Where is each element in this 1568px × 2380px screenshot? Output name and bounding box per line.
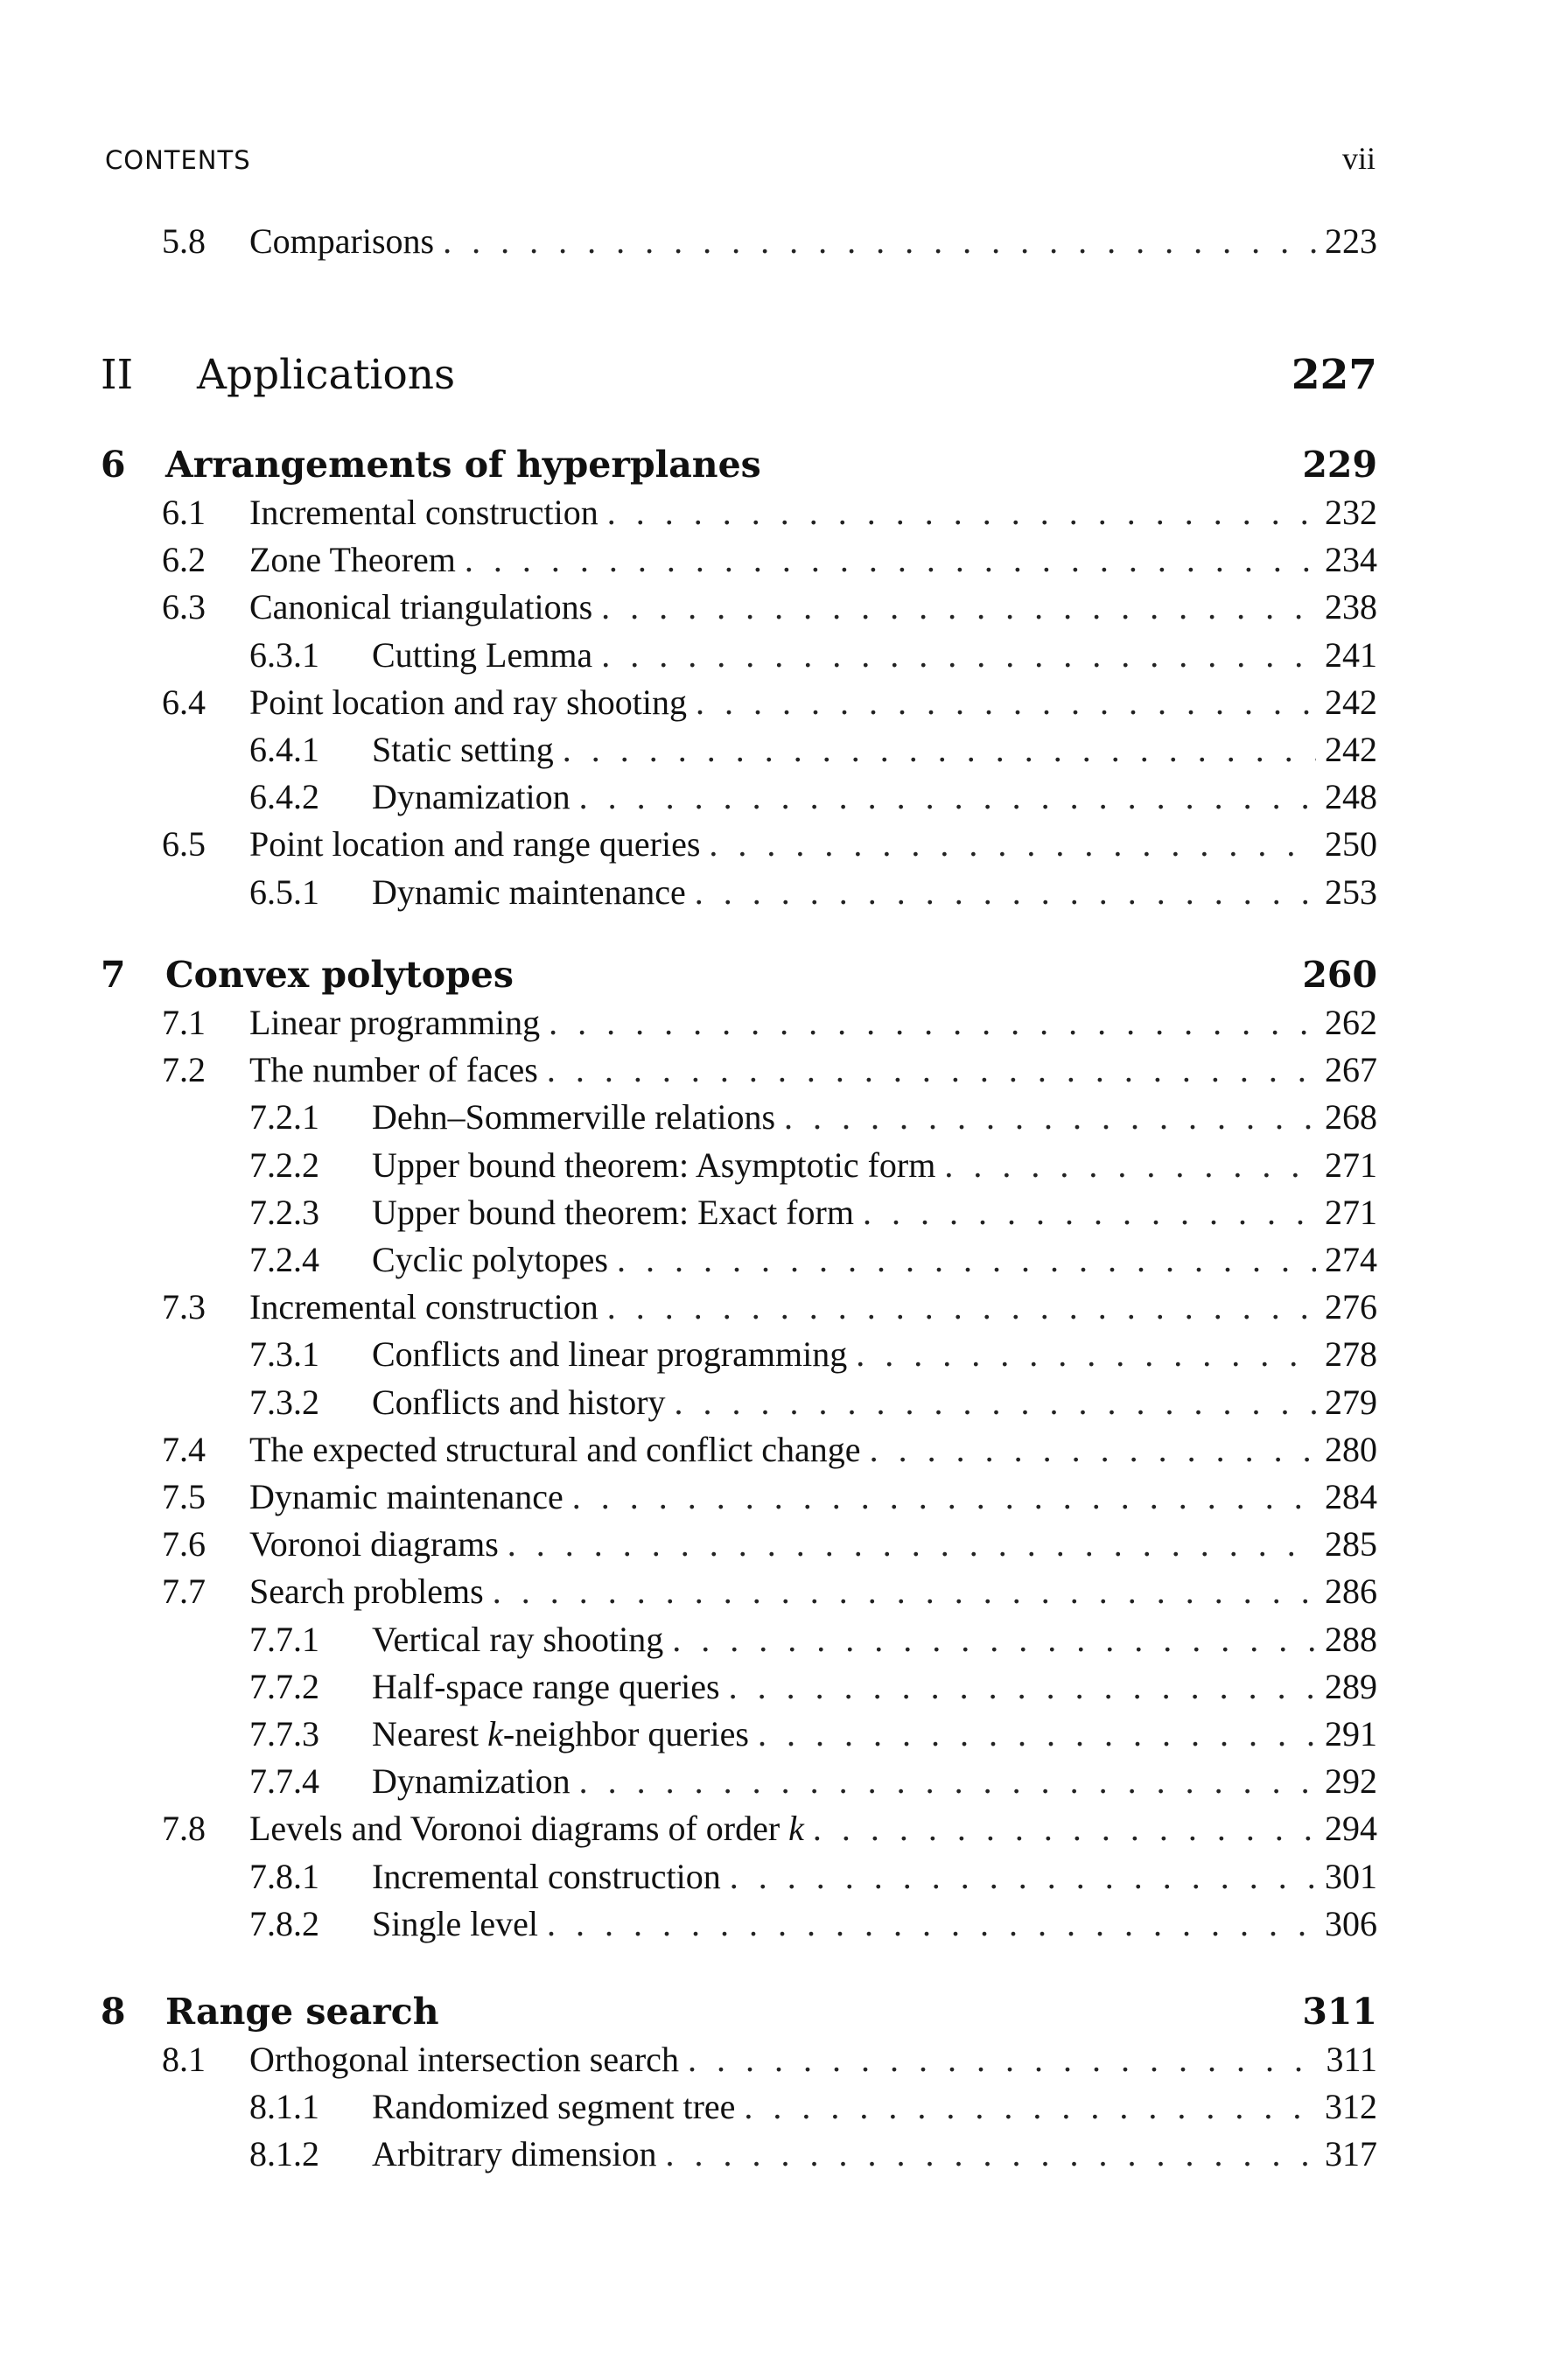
entry-number: 7.3.2 bbox=[249, 1382, 319, 1422]
toc-subsection-entry[interactable] bbox=[249, 2086, 1377, 2127]
dot-leader bbox=[601, 634, 1316, 676]
chapter-title: Range search bbox=[165, 1991, 439, 2033]
entry-title: Incremental construction bbox=[249, 493, 598, 532]
toc-section-entry[interactable] bbox=[162, 1808, 1377, 1849]
entry-page-number: 271 bbox=[1325, 1192, 1377, 1232]
dot-leader bbox=[579, 1760, 1316, 1802]
entry-title: Incremental construction bbox=[249, 1287, 598, 1327]
entry-number: 8.1.1 bbox=[249, 2087, 319, 2127]
entry-number: 7.2.3 bbox=[249, 1192, 319, 1232]
entry-page-number: 242 bbox=[1325, 730, 1377, 769]
entry-page-number: 280 bbox=[1325, 1429, 1377, 1469]
entry-page-number: 262 bbox=[1325, 1003, 1377, 1042]
dot-leader bbox=[601, 586, 1316, 627]
entry-title: Zone Theorem bbox=[249, 540, 456, 580]
entry-page-number: 267 bbox=[1325, 1050, 1377, 1090]
entry-page-number: 223 bbox=[1325, 221, 1377, 261]
entry-number: 6.1 bbox=[162, 493, 206, 532]
entry-page-number: 311 bbox=[1326, 2040, 1377, 2079]
dot-leader bbox=[695, 872, 1316, 913]
dot-leader bbox=[579, 776, 1316, 817]
entry-number: 7.6 bbox=[162, 1524, 206, 1564]
entry-page-number: 312 bbox=[1325, 2087, 1377, 2127]
part-title: Applications bbox=[197, 351, 456, 399]
entry-number: 6.5.1 bbox=[249, 872, 319, 912]
dot-leader bbox=[549, 1002, 1316, 1043]
entry-title: Orthogonal intersection search bbox=[249, 2040, 679, 2079]
entry-title: The number of faces bbox=[249, 1050, 538, 1090]
entry-number: 7.3.1 bbox=[249, 1334, 319, 1375]
entry-page-number: 238 bbox=[1325, 587, 1377, 627]
toc-subsection-entry[interactable] bbox=[249, 1666, 1377, 1707]
entry-title: Levels and Voronoi diagrams of order k bbox=[249, 1809, 804, 1849]
toc-section-entry[interactable] bbox=[162, 492, 1377, 533]
toc-section-entry[interactable] bbox=[162, 539, 1377, 580]
entry-title: Cyclic polytopes bbox=[372, 1240, 608, 1279]
entry-number: 7.7 bbox=[162, 1572, 206, 1612]
toc-subsection-entry[interactable] bbox=[249, 1192, 1377, 1233]
toc-subsection-entry[interactable] bbox=[249, 1713, 1377, 1754]
dot-leader bbox=[547, 1049, 1316, 1090]
entry-title: Static setting bbox=[372, 730, 554, 769]
entry-page-number: 289 bbox=[1325, 1666, 1377, 1706]
dot-leader bbox=[730, 1856, 1316, 1897]
chapter-page-number: 229 bbox=[1302, 444, 1377, 486]
toc-subsection-entry[interactable] bbox=[249, 1334, 1377, 1375]
entry-number: 7.2.2 bbox=[249, 1144, 319, 1185]
dot-leader bbox=[572, 1476, 1316, 1517]
toc-section-entry[interactable] bbox=[162, 1523, 1377, 1564]
toc-section-entry[interactable] bbox=[162, 1476, 1377, 1517]
dot-leader bbox=[944, 1144, 1316, 1186]
entry-title: Incremental construction bbox=[372, 1856, 721, 1896]
dot-leader bbox=[443, 220, 1316, 262]
dot-leader bbox=[465, 539, 1316, 580]
entry-title: Dynamic maintenance bbox=[249, 1477, 564, 1516]
entry-number: 7.2 bbox=[162, 1050, 206, 1090]
part-number: II bbox=[101, 351, 134, 399]
part-page-number: 227 bbox=[1291, 351, 1377, 399]
entry-title: Upper bound theorem: Asymptotic form bbox=[372, 1144, 936, 1185]
dot-leader bbox=[856, 1334, 1316, 1375]
toc-section-entry[interactable] bbox=[162, 2039, 1377, 2080]
dot-leader bbox=[729, 1666, 1316, 1707]
entry-number: 6.5 bbox=[162, 824, 206, 864]
chapter-number: 7 bbox=[101, 954, 126, 996]
toc-subsection-entry[interactable] bbox=[249, 1239, 1377, 1280]
toc-subsection-entry[interactable] bbox=[249, 872, 1377, 913]
toc-subsection-entry[interactable] bbox=[249, 1382, 1377, 1423]
entry-title: The expected structural and conflict change bbox=[249, 1429, 861, 1469]
entry-title: Dynamic maintenance bbox=[372, 872, 686, 912]
entry-page-number: 241 bbox=[1325, 634, 1377, 675]
toc-chapter-heading[interactable] bbox=[101, 444, 1377, 486]
entry-title: Dynamization bbox=[372, 1761, 570, 1802]
toc-section-entry[interactable] bbox=[162, 1286, 1377, 1327]
entry-title: Canonical triangulations bbox=[249, 587, 593, 627]
dot-leader bbox=[563, 729, 1316, 770]
entry-title: Single level bbox=[372, 1903, 538, 1943]
entry-title: Linear programming bbox=[249, 1003, 541, 1042]
dot-leader bbox=[709, 823, 1316, 864]
toc-chapter-heading[interactable] bbox=[101, 1991, 1377, 2033]
entry-number: 7.1 bbox=[162, 1003, 206, 1042]
toc-section-entry[interactable] bbox=[162, 1571, 1377, 1612]
entry-title: Search problems bbox=[249, 1572, 484, 1612]
entry-page-number: 250 bbox=[1325, 824, 1377, 864]
toc-section-entry[interactable] bbox=[162, 1002, 1377, 1043]
dot-leader bbox=[744, 2086, 1316, 2127]
entry-number: 6.3 bbox=[162, 587, 206, 627]
toc-subsection-entry[interactable] bbox=[249, 1096, 1377, 1138]
dot-leader bbox=[870, 1429, 1316, 1470]
toc-subsection-entry[interactable] bbox=[249, 1619, 1377, 1660]
toc-subsection-entry[interactable] bbox=[249, 1903, 1377, 1944]
entry-number: 8.1 bbox=[162, 2040, 206, 2079]
dot-leader bbox=[508, 1523, 1316, 1564]
entry-number: 7.7.1 bbox=[249, 1619, 319, 1659]
toc-section-entry[interactable] bbox=[162, 823, 1377, 864]
entry-page-number: 278 bbox=[1325, 1334, 1377, 1375]
chapter-number: 6 bbox=[101, 444, 126, 486]
chapter-title: Arrangements of hyperplanes bbox=[165, 444, 761, 486]
entry-page-number: 248 bbox=[1325, 777, 1377, 817]
entry-page-number: 292 bbox=[1325, 1761, 1377, 1802]
entry-page-number: 232 bbox=[1325, 493, 1377, 532]
toc-subsection-entry[interactable] bbox=[249, 2133, 1377, 2174]
dot-leader bbox=[863, 1192, 1316, 1233]
entry-page-number: 291 bbox=[1325, 1714, 1377, 1754]
entry-title: Conflicts and linear programming bbox=[372, 1334, 848, 1375]
entry-page-number: 286 bbox=[1325, 1572, 1377, 1612]
entry-page-number: 274 bbox=[1325, 1240, 1377, 1279]
chapter-title: Convex polytopes bbox=[165, 954, 514, 996]
entry-page-number: 242 bbox=[1325, 682, 1377, 722]
dot-leader bbox=[672, 1619, 1316, 1660]
entry-number: 5.8 bbox=[162, 221, 206, 261]
entry-title: Conflicts and history bbox=[372, 1382, 666, 1422]
running-head-page-number: vii bbox=[1341, 141, 1376, 176]
chapter-number: 8 bbox=[101, 1991, 126, 2033]
entry-page-number: 276 bbox=[1325, 1287, 1377, 1327]
dot-leader bbox=[696, 682, 1316, 723]
entry-number: 6.4.1 bbox=[249, 730, 319, 769]
dot-leader bbox=[547, 1903, 1316, 1944]
toc-section-entry[interactable] bbox=[162, 586, 1377, 627]
dot-leader bbox=[675, 1382, 1316, 1423]
running-head-label: CONTENTS bbox=[105, 145, 251, 175]
entry-page-number: 288 bbox=[1325, 1619, 1377, 1659]
toc-section-entry[interactable] bbox=[162, 682, 1377, 723]
entry-number: 7.8.1 bbox=[249, 1856, 319, 1896]
entry-number: 8.1.2 bbox=[249, 2134, 319, 2174]
entry-number: 7.5 bbox=[162, 1477, 206, 1516]
entry-page-number: 317 bbox=[1325, 2134, 1377, 2174]
dot-leader bbox=[666, 2133, 1317, 2174]
entry-title: Nearest k-neighbor queries bbox=[372, 1714, 749, 1754]
toc-subsection-entry[interactable] bbox=[249, 634, 1377, 676]
toc-section-entry[interactable] bbox=[162, 1429, 1377, 1470]
dot-leader bbox=[607, 1286, 1316, 1327]
entry-page-number: 306 bbox=[1325, 1903, 1377, 1943]
entry-title: Point location and ray shooting bbox=[249, 682, 687, 722]
entry-title: Dehn–Sommerville relations bbox=[372, 1097, 776, 1138]
entry-page-number: 285 bbox=[1325, 1524, 1377, 1564]
entry-number: 6.2 bbox=[162, 540, 206, 580]
entry-page-number: 301 bbox=[1325, 1856, 1377, 1896]
toc-subsection-entry[interactable] bbox=[249, 1856, 1377, 1897]
entry-number: 7.2.1 bbox=[249, 1097, 319, 1138]
entry-page-number: 271 bbox=[1325, 1144, 1377, 1185]
entry-number: 7.4 bbox=[162, 1429, 206, 1469]
entry-number: 6.4 bbox=[162, 682, 206, 722]
dot-leader bbox=[784, 1096, 1316, 1138]
entry-title: Cutting Lemma bbox=[372, 634, 593, 675]
entry-page-number: 234 bbox=[1325, 540, 1377, 580]
entry-title: Vertical ray shooting bbox=[372, 1619, 664, 1659]
entry-page-number: 268 bbox=[1325, 1097, 1377, 1138]
entry-number: 7.8 bbox=[162, 1809, 206, 1849]
entry-page-number: 294 bbox=[1325, 1809, 1377, 1849]
toc-subsection-entry[interactable] bbox=[249, 776, 1377, 817]
entry-page-number: 279 bbox=[1325, 1382, 1377, 1422]
entry-title: Point location and range queries bbox=[249, 824, 701, 864]
entry-number: 7.2.4 bbox=[249, 1240, 319, 1279]
entry-number: 6.3.1 bbox=[249, 634, 319, 675]
chapter-page-number: 311 bbox=[1302, 1991, 1377, 2033]
toc-part-heading[interactable] bbox=[101, 351, 1377, 399]
entry-number: 6.4.2 bbox=[249, 777, 319, 817]
chapter-page-number: 260 bbox=[1302, 954, 1377, 996]
dot-leader bbox=[607, 492, 1316, 533]
toc-chapter-heading[interactable] bbox=[101, 954, 1377, 996]
entry-number: 7.7.4 bbox=[249, 1761, 319, 1802]
entry-number: 7.8.2 bbox=[249, 1903, 319, 1943]
entry-title: Dynamization bbox=[372, 777, 570, 817]
entry-number: 7.3 bbox=[162, 1287, 206, 1327]
entry-title: Comparisons bbox=[249, 221, 435, 261]
dot-leader bbox=[688, 2039, 1318, 2080]
entry-page-number: 284 bbox=[1325, 1477, 1377, 1516]
toc-section-entry[interactable] bbox=[162, 1049, 1377, 1090]
dot-leader bbox=[813, 1808, 1316, 1849]
entry-title: Arbitrary dimension bbox=[372, 2134, 657, 2174]
entry-number: 7.7.2 bbox=[249, 1666, 319, 1706]
entry-title: Upper bound theorem: Exact form bbox=[372, 1192, 854, 1232]
toc-subsection-entry[interactable] bbox=[249, 1144, 1377, 1186]
toc-section-entry[interactable] bbox=[162, 220, 1377, 262]
entry-title: Half-space range queries bbox=[372, 1666, 720, 1706]
dot-leader bbox=[617, 1239, 1316, 1280]
toc-subsection-entry[interactable] bbox=[249, 729, 1377, 770]
running-head bbox=[105, 140, 1376, 177]
entry-page-number: 253 bbox=[1325, 872, 1377, 912]
dot-leader bbox=[758, 1713, 1316, 1754]
entry-title: Randomized segment tree bbox=[372, 2087, 736, 2127]
toc-subsection-entry[interactable] bbox=[249, 1760, 1377, 1802]
entry-number: 7.7.3 bbox=[249, 1714, 319, 1754]
dot-leader bbox=[493, 1571, 1316, 1612]
entry-title: Voronoi diagrams bbox=[249, 1524, 499, 1564]
